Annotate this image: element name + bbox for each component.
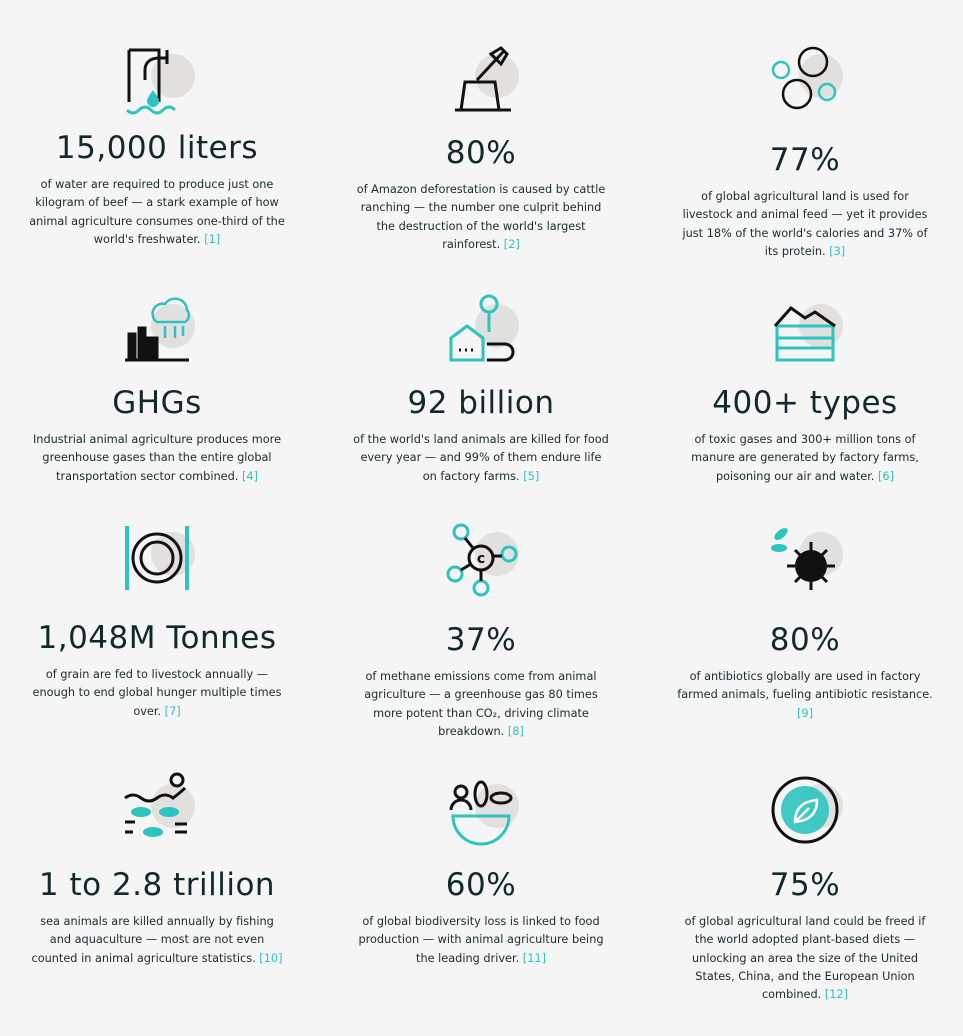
citation-link[interactable]: [9] <box>796 706 813 720</box>
citation-link[interactable]: [1] <box>204 232 221 246</box>
stat-title: 92 billion <box>407 385 555 421</box>
citation-link[interactable]: [12] <box>824 988 849 1002</box>
stat-description <box>677 668 933 723</box>
stat-text: of toxic gases and 300+ million tons of manure are generated by factory farms, poisoning our air and water. <box>691 433 919 483</box>
citation-link[interactable]: [11] <box>522 951 546 965</box>
stat-card <box>331 40 631 254</box>
citation-link[interactable]: [2] <box>503 237 520 251</box>
stat-title: 400+ types <box>712 385 898 421</box>
stat-title: GHGs <box>112 385 202 421</box>
stat-card <box>7 290 307 486</box>
citation-link[interactable]: [10] <box>259 951 283 965</box>
stat-card <box>7 40 307 249</box>
stat-title: 15,000 liters <box>55 130 259 166</box>
citation-link[interactable]: [5] <box>523 469 540 483</box>
stat-description <box>353 431 609 486</box>
stat-card <box>655 290 955 486</box>
stat-text: of antibiotics globally are used in factory farmed animals, fueling antibiotic resistance. <box>677 670 933 702</box>
stat-text: of global agricultural land could be freed if the world adopted plant-based diets — unlocking an area the size of the United States, China, and the European Union combined. <box>684 915 926 1002</box>
citation-link[interactable]: [8] <box>507 724 524 738</box>
factory-cloud-icon <box>117 290 197 370</box>
stat-card <box>655 518 955 723</box>
svg-text:c: c <box>476 551 486 567</box>
stat-title: 1,048M Tonnes <box>37 620 277 656</box>
stat-description <box>677 913 933 1004</box>
farm-animals-icon <box>765 40 845 120</box>
stat-description <box>353 668 609 741</box>
stat-text: of grain are fed to livestock annually — enough to end global hunger multiple times over. <box>32 668 282 718</box>
stat-text: of the world's land animals are killed for food every year — and 99% of them endure life on factory farms. <box>353 433 609 483</box>
plant-leaf-circle-icon <box>765 770 845 850</box>
stat-description <box>29 666 285 721</box>
manure-crate-icon <box>765 290 845 370</box>
fishing-fish-icon <box>117 770 197 850</box>
stat-description <box>29 913 285 968</box>
citation-link[interactable]: [4] <box>241 469 258 483</box>
water-tap-icon <box>117 40 197 120</box>
stat-card <box>331 290 631 486</box>
stat-description <box>677 188 933 261</box>
stat-card <box>7 518 307 721</box>
plate-cutlery-icon <box>117 518 197 598</box>
stat-title: 80% <box>769 622 841 658</box>
stat-title: 77% <box>769 142 841 178</box>
tree-stump-axe-icon <box>441 40 521 120</box>
factory-farm-icon <box>441 290 521 370</box>
stat-description <box>29 176 285 249</box>
stat-card <box>331 518 631 741</box>
stat-title: 37% <box>445 622 517 658</box>
stat-text: of Amazon deforestation is caused by cattle ranching — the number one culprit behind the destruction of the world's largest rainforest. <box>356 183 606 251</box>
citation-link[interactable]: [7] <box>164 704 181 718</box>
stat-description <box>353 913 609 968</box>
stat-text: sea animals are killed annually by fishing and aquaculture — most are not even counted in animal agriculture statistics. <box>31 915 274 965</box>
stat-title: 60% <box>445 867 517 903</box>
stat-text: of global agricultural land is used for livestock and animal feed — yet it provides just 18% of the world's calories and 37% of its protein. <box>682 190 928 258</box>
stat-card <box>7 770 307 968</box>
biodiversity-globe-icon <box>441 770 521 850</box>
stat-description <box>677 431 933 486</box>
methane-molecule-icon <box>441 518 521 598</box>
stat-title: 1 to 2.8 trillion <box>38 867 276 903</box>
stat-title: 80% <box>445 135 517 171</box>
stat-description <box>29 431 285 486</box>
stat-text: of water are required to produce just one kilogram of beef — a stark example of how animal agriculture consumes one-third of the world's freshwater. <box>29 178 285 246</box>
stat-text: of methane emissions come from animal agriculture — a greenhouse gas 80 times more potent than CO₂, driving climate breakdown. <box>364 670 598 738</box>
stat-card <box>655 40 955 261</box>
stat-text: Industrial animal agriculture produces more greenhouse gases than the entire global transportation sector combined. <box>32 433 282 483</box>
virus-pills-icon <box>765 518 845 598</box>
stat-card <box>331 770 631 968</box>
citation-link[interactable]: [6] <box>878 469 895 483</box>
stat-text: of global biodiversity loss is linked to food production — with animal agriculture being the leading driver. <box>358 915 604 965</box>
citation-link[interactable]: [3] <box>829 244 846 258</box>
stat-title: 75% <box>769 867 841 903</box>
stat-card <box>655 770 955 1004</box>
stat-description <box>353 181 609 254</box>
